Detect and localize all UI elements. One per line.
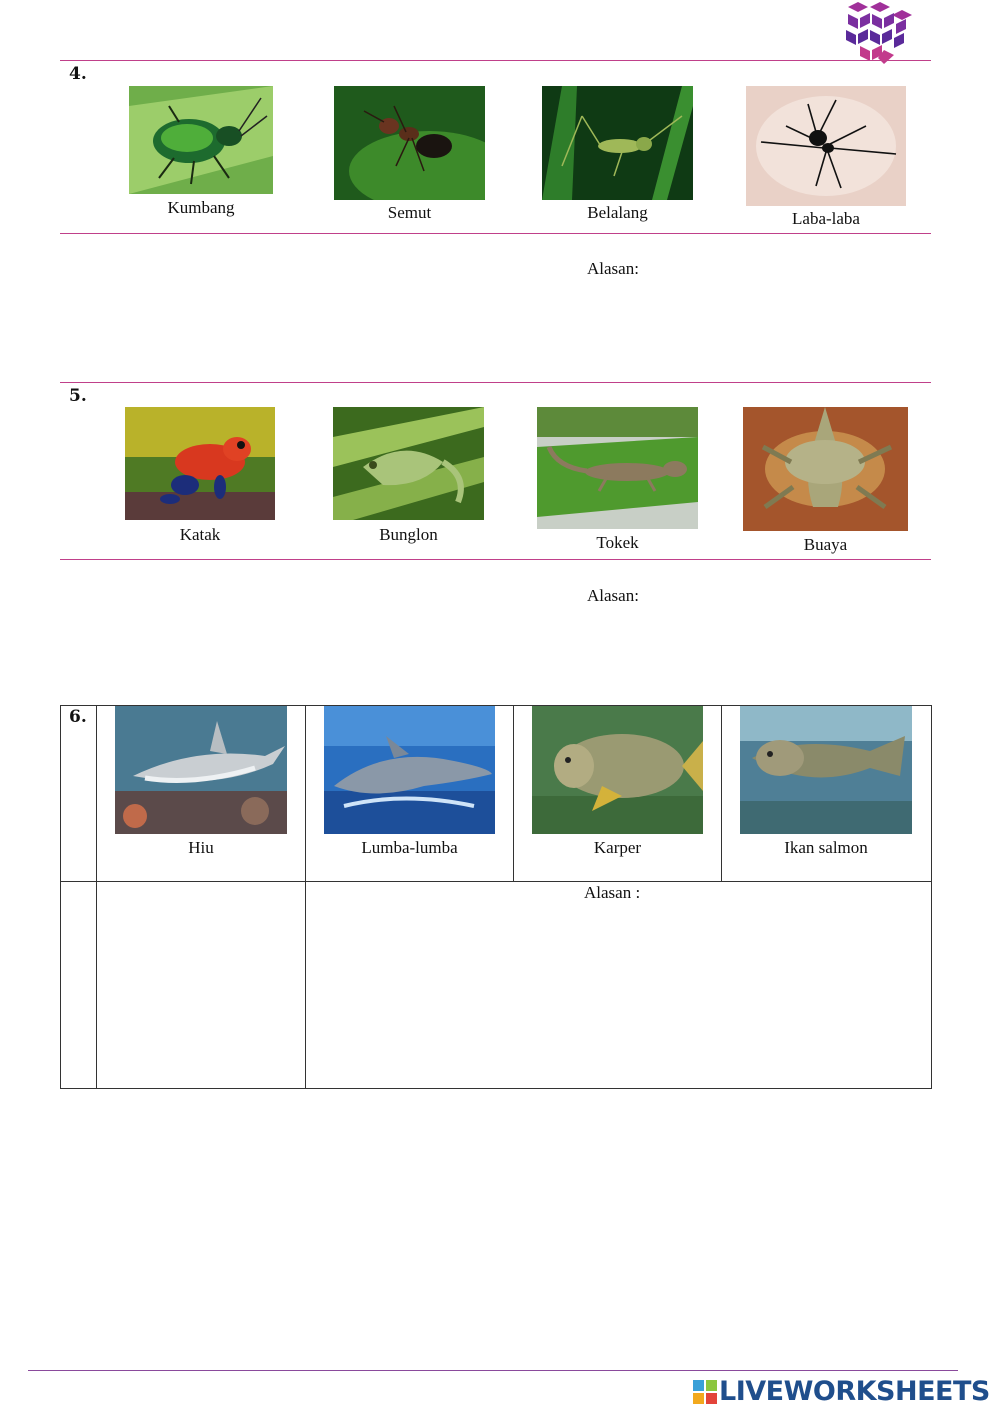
reason-label: Alasan : <box>584 883 641 902</box>
animal-label: Karper <box>593 838 642 857</box>
reason-label: Alasan: <box>587 259 639 278</box>
animal-label: Buaya <box>803 535 848 554</box>
grasshopper-photo <box>542 86 693 200</box>
animal-label: Hiu <box>188 838 214 857</box>
frog-photo <box>125 407 275 520</box>
rule-q5-top <box>60 382 931 383</box>
animal-label: Semut <box>387 203 432 222</box>
question-number: 5. <box>69 386 87 406</box>
rule-q5-bottom <box>60 559 931 560</box>
question-number: 4. <box>69 64 87 84</box>
liveworksheets-badge-icon <box>693 1380 717 1404</box>
reason-label: Alasan: <box>587 586 639 605</box>
spider-photo <box>746 86 906 206</box>
animal-label: Ikan salmon <box>784 838 868 857</box>
liveworksheets-logo <box>719 1376 990 1407</box>
animal-label: Tokek <box>596 533 639 552</box>
carp-photo <box>532 706 703 834</box>
chameleon-photo <box>333 407 484 520</box>
brand-text: LIVEWORKSHEETS <box>719 1376 990 1407</box>
table-divider <box>60 881 931 882</box>
animal-label: Kumbang <box>167 198 235 217</box>
animal-label: Laba-laba <box>792 209 860 228</box>
animal-label: Belalang <box>587 203 648 222</box>
shark-photo <box>115 706 287 834</box>
footer-rule <box>28 1370 958 1371</box>
rule-q4-top <box>60 60 931 61</box>
animal-label: Lumba-lumba <box>361 838 458 857</box>
ant-photo <box>334 86 485 200</box>
table-divider <box>721 705 722 882</box>
table-divider <box>513 705 514 882</box>
gecko-photo <box>537 407 698 529</box>
table-divider <box>305 705 306 1088</box>
rule-q4-bottom <box>60 233 931 234</box>
dolphin-photo <box>324 706 495 834</box>
beetle-photo <box>129 86 273 194</box>
publisher-logo <box>838 0 916 66</box>
animal-label: Bunglon <box>379 525 438 544</box>
salmon-photo <box>740 706 912 834</box>
question-number: 6. <box>69 707 87 727</box>
crocodile-photo <box>743 407 908 531</box>
table-divider <box>96 705 97 1088</box>
animal-label: Katak <box>179 525 221 544</box>
